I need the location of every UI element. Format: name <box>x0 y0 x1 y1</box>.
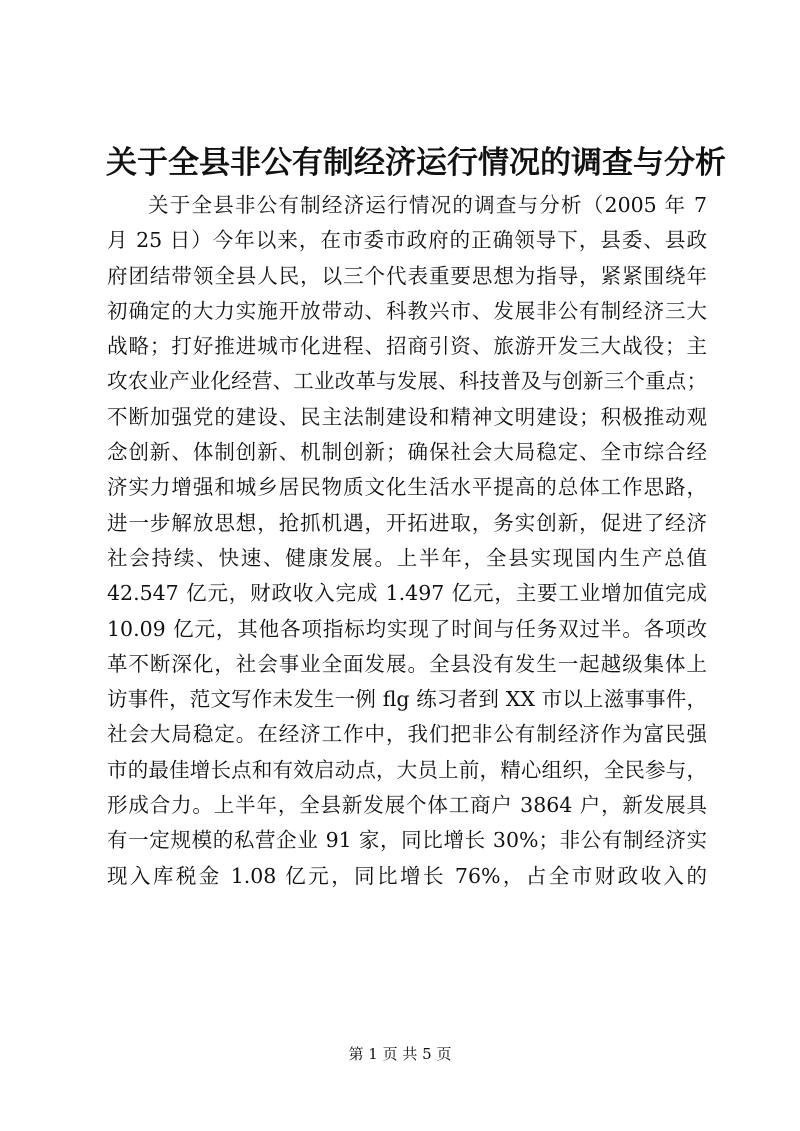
body-line: 进一步解放思想，抢抓机遇，开拓进取，务实创新，促进了经济 <box>107 510 707 535</box>
body-line: 10.09 亿元，其他各项指标均实现了时间与任务双过半。各项改 <box>107 616 707 641</box>
body-line: 市的最佳增长点和有效启动点，大员上前，精心组织，全民参与， <box>107 757 707 782</box>
body-line: 形成合力。上半年，全县新发展个体工商户 3864 户，新发展具 <box>107 793 707 818</box>
body-line: 社会持续、快速、健康发展。上半年，全县实现国内生产总值 <box>107 545 707 570</box>
body-line: 战略；打好推进城市化进程、招商引资、旅游开发三大战役；主 <box>107 334 707 359</box>
body-line: 社会大局稳定。在经济工作中，我们把非公有制经济作为富民强 <box>107 722 707 747</box>
page-number-footer: 第 1 页 共 5 页 <box>348 1045 452 1063</box>
body-line: 济实力增强和城乡居民物质文化生活水平提高的总体工作思路， <box>107 475 707 500</box>
body-line: 不断加强党的建设、民主法制建设和精神文明建设；积极推动观 <box>107 404 707 429</box>
body-line: 有一定规模的私营企业 91 家，同比增长 30%；非公有制经济实 <box>107 828 707 853</box>
body-line: 关于全县非公有制经济运行情况的调查与分析（2005 年 7 <box>148 193 707 217</box>
document-title: 关于全县非公有制经济运行情况的调查与分析 <box>106 145 726 181</box>
body-line: 初确定的大力实施开放带动、科教兴市、发展非公有制经济三大 <box>107 298 707 323</box>
body-line: 革不断深化，社会事业全面发展。全县没有发生一起越级集体上 <box>107 651 707 676</box>
body-line: 月 25 日）今年以来，在市委市政府的正确领导下，县委、县政 <box>107 228 707 253</box>
body-line: 府团结带领全县人民，以三个代表重要思想为指导，紧紧围绕年 <box>107 263 707 288</box>
body-line: 现入库税金 1.08 亿元，同比增长 76%，占全市财政收入的 <box>107 863 707 888</box>
body-line: 攻农业产业化经营、工业改革与发展、科技普及与创新三个重点； <box>107 369 707 394</box>
document-body <box>107 188 707 894</box>
body-line: 念创新、体制创新、机制创新；确保社会大局稳定、全市综合经 <box>107 440 707 465</box>
body-line: 42.547 亿元，财政收入完成 1.497 亿元，主要工业增加值完成 <box>107 581 707 606</box>
body-line: 访事件，范文写作未发生一例 flg 练习者到 XX 市以上滋事事件， <box>107 687 707 712</box>
